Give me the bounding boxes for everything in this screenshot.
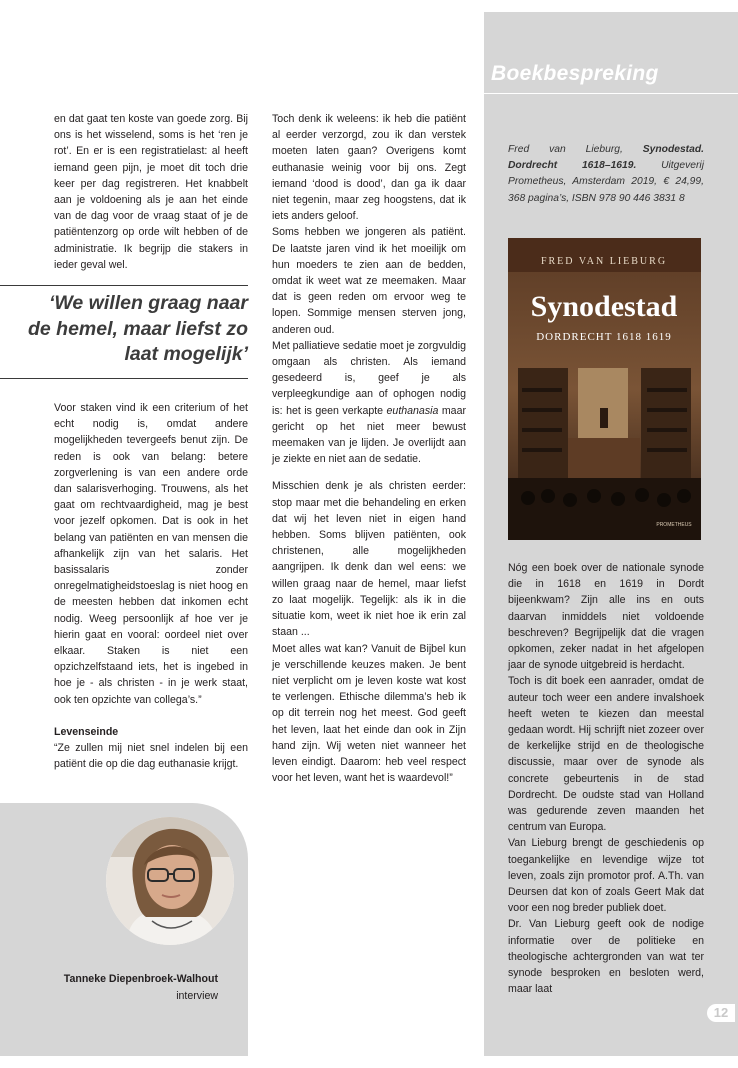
paragraph: Voor staken vind ik een criterium of het echt nodig is, omdat andere mogelijkheden tevergeefs benut zijn. De reden is ook van belang: betere zorgverlening is van een andere orde dan salarisverhoging. Trouwens, als het gaat om rechtvaardigheid, mag je best voor jezelf opkomen. Dat is ook in het belang van patiënten en van mensen die afhankelijk zijn van het salaris. Het basissalaris zonder onregelmatigheidstoeslag is niet hoog en de meesten hebben dat inkomen echt nodig. Weeg persoonlijk af hoe ver je hierin gaat en vooral: oordeel niet over elkaar. Staken is niet een opzichzelfstaand iets, het is ingebed in hoe je - als christen - in je werk staat, ook ten opzichte van collega’s.” <box>54 402 248 706</box>
emphasis: euthanasia <box>386 404 439 417</box>
cover-title: Synodestad <box>530 290 678 323</box>
section-title-rule <box>484 93 738 94</box>
text-span: maar gericht op het niet meer bewust meemaken van je lijden. Je overlijdt aan je ziekte en niet aan de sedatie. <box>272 404 466 466</box>
review-text <box>508 560 704 997</box>
column-2 <box>272 111 466 786</box>
column-1-bottom <box>54 400 248 772</box>
author-photo <box>106 817 234 945</box>
book-title: Synodestad. Dordrecht 1618–1619. <box>508 144 704 172</box>
cover-author: FRED VAN LIEBURG <box>540 256 668 267</box>
cover-publisher: PROMETHEUS <box>656 522 692 528</box>
paragraph: Moet alles wat kan? Vanuit de Bijbel kun je verschillende keuzes maken. Je bent niet verplicht om je leven koste wat kost te verlengen. Ethische dilemma’s heb ik op dit terrein nog het meest. God geeft het leven, laat het einde dan ook in Zijn hand zijn. Wij weten niet wanneer het leven eindigt. Daarom: heb veel respect voor het leven, want het is waardevol!” <box>272 642 466 785</box>
quote-rule-top <box>0 285 248 286</box>
section-title: Boekbespreking <box>491 62 659 85</box>
page-number: 12 <box>707 1004 735 1022</box>
paragraph: Toch denk ik weleens: ik heb die patiënt al eerder verzorgd, zou ik dan verstek moeten laten gaan? Overigens komt euthanasie weinig voor bij ons. Zegt iemand ‘dood is dood’, dan ga ik daar niet tegenin, maar zeg hoogstens, dat ik iets anders geloof. <box>272 113 466 223</box>
paragraph: Misschien denk je als christen eerder: stop maar met die behandeling en erken dat wij het leven niet in eigen hand hebben. Soms blijven patiënten, ook christenen, alle mogelijkheden aangrijpen. Ik denk dan wel eens: we willen graag naar de hemel, maar liefst zo laat mogelijk. Tegelijk: als ik in die situatie kom, weet ik niet hoe ik erin zal staan ... <box>272 480 466 639</box>
book-author: Fred van Lieburg, <box>508 144 643 155</box>
subheading: Levenseinde <box>54 725 119 738</box>
quote-rule-bottom <box>0 378 248 379</box>
paragraph: en dat gaat ten koste van goede zorg. Bij ons is het wisselend, soms is het ‘ren je rot’. En er is een registratielast: al heeft iemand geen pijn, je moet dit toch drie keer per dag registreren. Het knabbelt aan je voldoening als je aan het einde van de dag voor de vraag staat of je de patiëntenzorg op orde wilt hebben of de administratie. Ik begrijp die stakers in ieder geval wel. <box>54 113 248 271</box>
paragraph: “Ze zullen mij niet snel indelen bij een patiënt die op die dag euthanasie krijgt. <box>54 742 248 771</box>
book-cover <box>508 238 701 540</box>
text-span: Met palliatieve sedatie moet je zorgvuldig omgaan als christen. Als iemand gesedeerd is, geef je als verpleegkundige aan of ophogen nodig is: het is geen verkapte <box>272 339 466 417</box>
author-name: Tanneke Diepenbroek-Walhout <box>63 973 218 985</box>
paragraph: Van Lieburg brengt de geschiedenis op toegankelijke en levendige wijze tot leven, zoals zijn promotor prof. A.Th. van Deursen dat kon of zoals Geert Mak dat voor een nog breder publiek doet. <box>508 837 704 915</box>
paragraph: Toch is dit boek een aanrader, omdat de auteur toch weer een andere invalshoek heeft weten te kiezen dan meestal gedaan wordt. Hij schrijft niet zozeer over de kerkelijke strijd en de theologische discussie, maar over de synode als concrete gebeurtenis in de stad Dordrecht. De oudste stad van Holland was gedurende zeven maanden het centrum van Europa. <box>508 675 704 834</box>
paragraph: Nóg een boek over de nationale synode die in 1618 en 1619 in Dordt bijeenkwam? Zijn alle ins en outs daarvan inmiddels niet voldoende beschreven? Begrijpelijk dat die vragen opkomen, zeker nadat in het afgelopen jaar de synode uitgebreid is herdacht. <box>508 562 704 672</box>
portrait-image <box>106 817 234 945</box>
paragraph: Soms hebben we jongeren als patiënt. De laatste jaren vind ik het moeilijk om hun moeders te zien aan de bedden, omdat ik weet wat ze meemaken. Maar dat is geen reden om ervoor weg te lopen. Sommige mensen sterven jong, anderen oud. <box>272 226 466 336</box>
book-info <box>508 142 704 207</box>
column-1-top <box>54 111 248 273</box>
paragraph <box>272 338 466 468</box>
cover-subtitle: DORDRECHT 1618 1619 <box>536 331 672 343</box>
book-details: Uitgeverij Prometheus, Amsterdam 2019, € 24,99, 368 pagina’s, ISBN 978 90 446 3831 8 <box>508 160 704 204</box>
paragraph: Dr. Van Lieburg geeft ook de nodige informatie over de politieke en theologische achtergronden van wat ter synode besproken en besloten werd, maar laat <box>508 918 704 996</box>
pull-quote: ‘We willen graag naar de hemel, maar liefst zo laat mogelijk’ <box>28 292 248 365</box>
author-role: interview <box>176 990 218 1002</box>
